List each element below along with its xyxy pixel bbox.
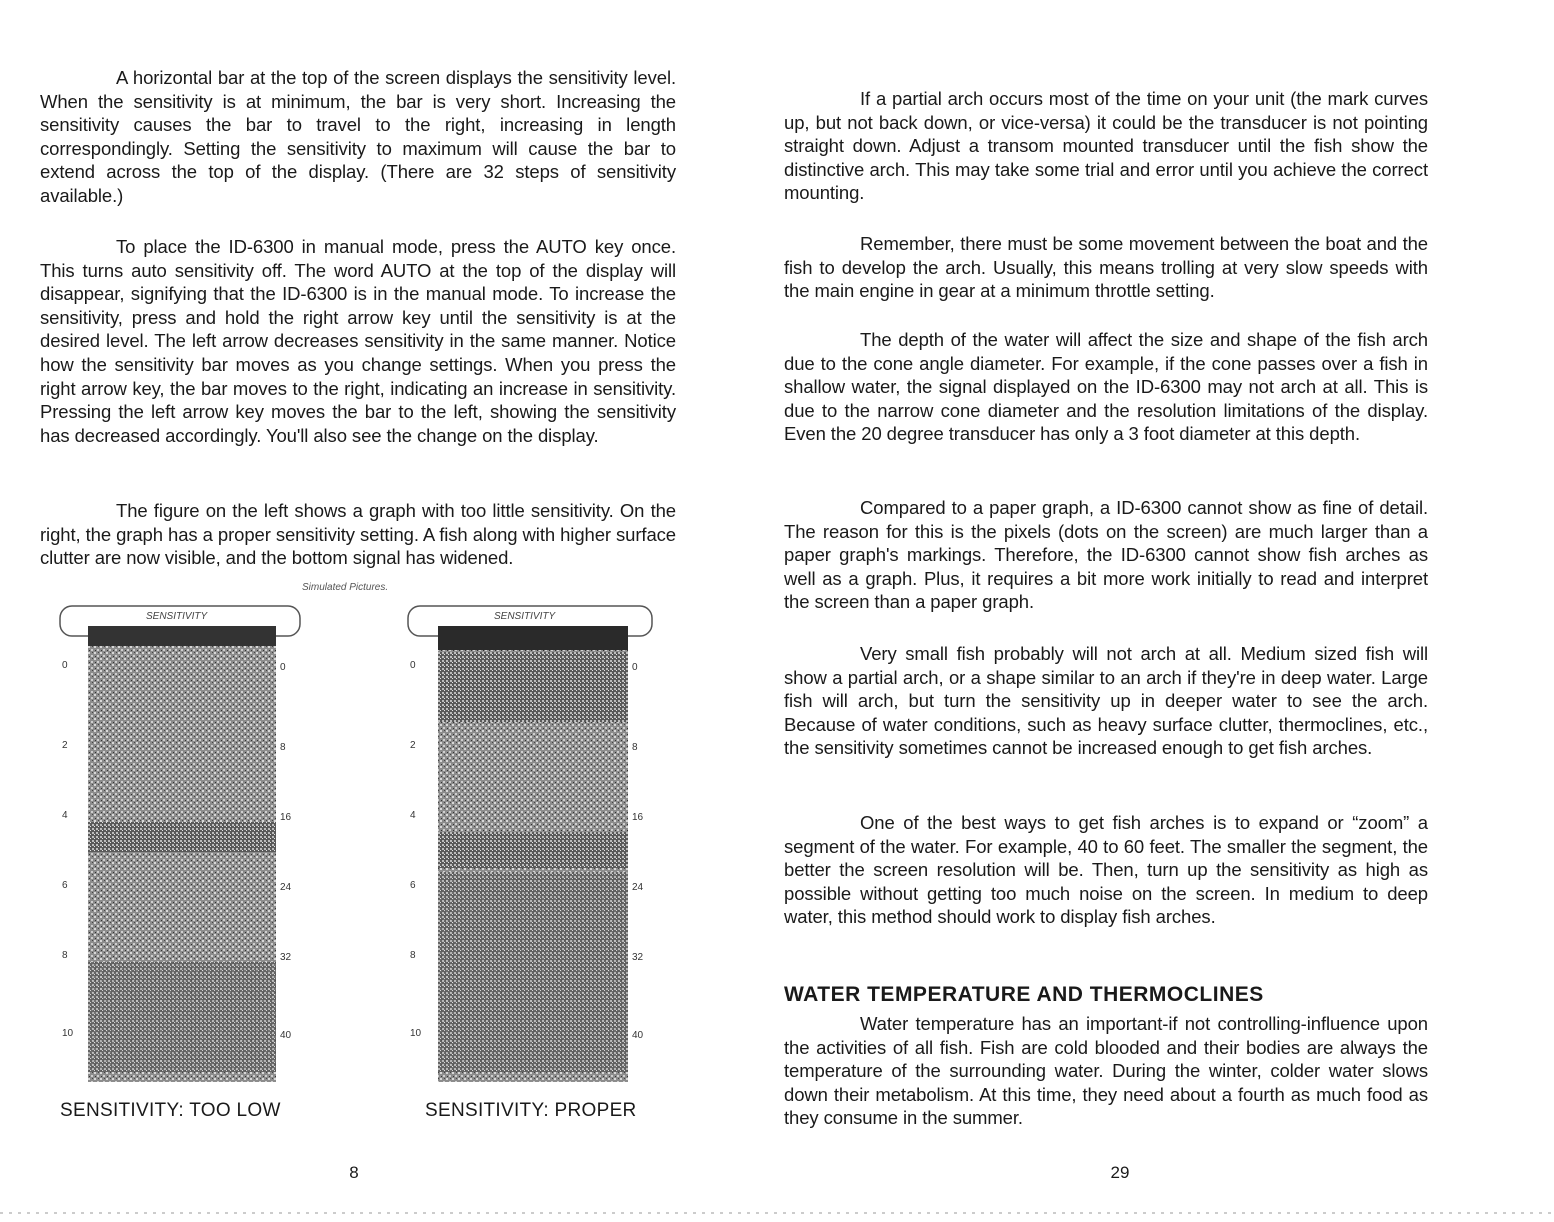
depth-label: 0 xyxy=(280,662,286,673)
depth-label: 2 xyxy=(410,740,416,751)
depth-label: 6 xyxy=(62,880,68,891)
depth-label: 10 xyxy=(62,1028,74,1039)
left-paragraph-3: The figure on the left shows a graph with too little sensitivity. On the right, the graph has a proper sensitivity setting. A fish along with higher surface clutter are now visible, and the bottom signal has widened. xyxy=(40,500,676,569)
depth-label: 2 xyxy=(62,740,68,751)
sensitivity-label: SENSITIVITY xyxy=(494,611,556,622)
right-paragraph-3: The depth of the water will affect the size and shape of the fish arch due to the cone angle diameter. For example, if the cone passes over a fish in shallow water, the signal displayed on the ID-6300 may not arch at all. This is due to the narrow cone diameter and the resolution limitations of the display. Even the 20 degree transducer has only a 3 foot diameter at this depth. xyxy=(784,329,1428,445)
right-paragraph-6: One of the best ways to get fish arches is to expand or “zoom” a segment of the water. For example, 40 to 60 feet. The smaller the segment, the better the screen resolution will be. Then, turn up the sensitivity as high as possible without getting too much noise on the screen. In medium to deep water, this method should work to display fish arches. xyxy=(784,812,1428,928)
right-page xyxy=(760,0,1554,1222)
depth-label: 4 xyxy=(410,810,416,821)
depth-label: 0 xyxy=(632,662,638,673)
caption-too-low: SENSITIVITY: TOO LOW xyxy=(60,1100,281,1121)
caption-proper: SENSITIVITY: PROPER xyxy=(425,1100,637,1121)
depth-label: 32 xyxy=(632,952,644,963)
depth-label: 24 xyxy=(280,882,292,893)
depth-label: 8 xyxy=(280,742,286,753)
right-paragraph-7: Water temperature has an important-if not controlling-influence upon the activities of all fish. Fish are cold blooded and their bodies are always the temperature of the surrounding water. During the winter, colder water slows down their metabolism. At this time, they need about a fourth as much food as they consume in the summer. xyxy=(784,1013,1428,1129)
depth-label: 16 xyxy=(280,812,292,823)
depth-label: 10 xyxy=(410,1028,422,1039)
left-paragraph-1: A horizontal bar at the top of the screen displays the sensitivity level. When the sensitivity is at minimum, the bar is very short. Increasing the sensitivity causes the bar to travel to the right, increasing in length correspondingly. Setting the sensitivity to maximum will cause the bar to extend across the top of the display. (There are 32 steps of sensitivity available.) xyxy=(40,67,676,206)
depth-label: 0 xyxy=(62,660,68,671)
scan-edge xyxy=(0,1212,1554,1214)
depth-label: 8 xyxy=(410,950,416,961)
depth-label: 24 xyxy=(632,882,644,893)
depth-label: 16 xyxy=(632,812,644,823)
depth-label: 0 xyxy=(410,660,416,671)
depth-label: 8 xyxy=(62,950,68,961)
depth-label: 32 xyxy=(280,952,292,963)
page-number: 29 xyxy=(1110,1163,1130,1182)
depth-label: 4 xyxy=(62,810,68,821)
right-paragraph-4: Compared to a paper graph, a ID-6300 cannot show as fine of detail. The reason for this is the pixels (dots on the screen) are much larger than a paper graph's markings. Therefore, the ID-6300 cannot show fish arches as well as a graph. Plus, it requires a bit more work initially to read and interpret the screen than a paper graph. xyxy=(784,497,1428,613)
sensitivity-label: SENSITIVITY xyxy=(146,611,208,622)
right-paragraph-5: Very small fish probably will not arch at all. Medium sized fish will show a partial arch, or a shape similar to an arch if they're in deep water. Large fish will arch, but turn the sensitivity up in deeper water to see the arch. Because of water conditions, such as heavy surface clutter, thermoclines, etc., the sensitivity sometimes cannot be increased enough to get fish arches. xyxy=(784,643,1428,759)
depth-label: 6 xyxy=(410,880,416,891)
sonar-screen-proper xyxy=(398,592,658,1082)
right-paragraph-1: If a partial arch occurs most of the time on your unit (the mark curves up, but not back down, or vice-versa) it could be the transducer is not pointing straight down. Adjust a transom mounted transducer until the fish show the distinctive arch. This may take some trial and error until you achieve the correct mounting. xyxy=(784,88,1428,204)
section-heading: WATER TEMPERATURE AND THERMOCLINES xyxy=(784,983,1264,1006)
depth-label: 40 xyxy=(632,1030,644,1041)
sonar-screen-too-low xyxy=(52,592,306,1082)
page-number: 8 xyxy=(349,1163,359,1182)
left-paragraph-2: To place the ID-6300 in manual mode, press the AUTO key once. This turns auto sensitivity off. The word AUTO at the top of the display will disappear, signifying that the ID-6300 is in the manual mode. To increase the sensitivity, press and hold the right arrow key until the sensitivity is at the desired level. The left arrow decreases sensitivity in the same manner. Notice how the sensitivity bar moves as you change settings. When you press the right arrow key, the bar moves to the right, indicating an increase in sensitivity. Pressing the left arrow key moves the bar to the left, showing the sensitivity has decreased accordingly. You'll also see the change on the display. xyxy=(40,236,676,446)
depth-label: 8 xyxy=(632,742,638,753)
right-paragraph-2: Remember, there must be some movement between the boat and the fish to develop the arch. Usually, this means trolling at very slow speeds with the main engine in gear at a minimum throttle setting. xyxy=(784,233,1428,302)
simulated-pictures-note: Simulated Pictures. xyxy=(302,582,389,593)
depth-label: 40 xyxy=(280,1030,292,1041)
left-page xyxy=(0,0,760,1222)
